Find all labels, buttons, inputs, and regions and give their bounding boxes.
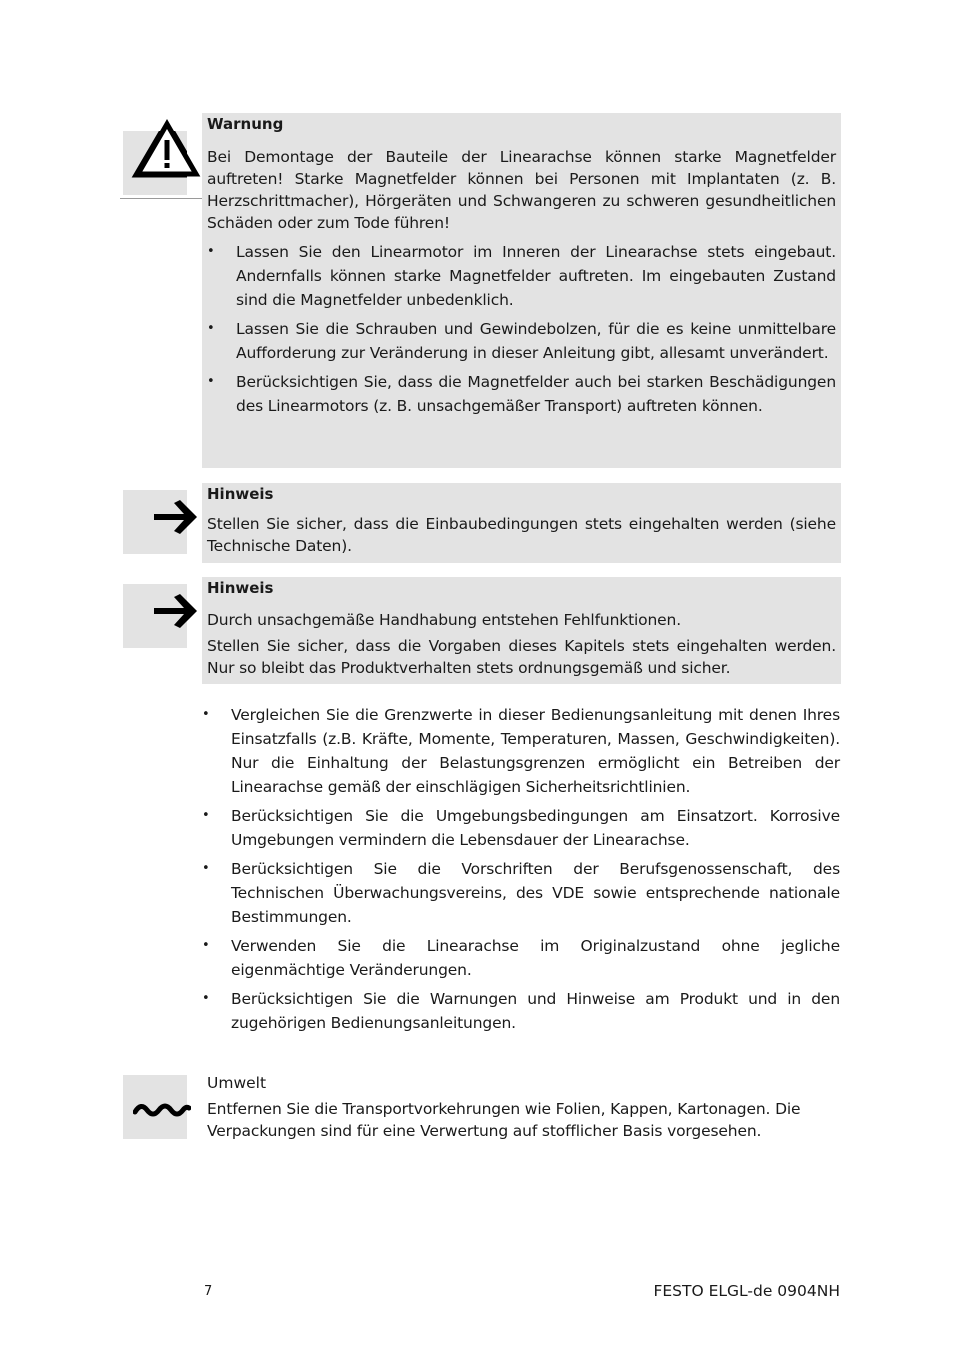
note2-line1: Durch unsachgemäße Handhabung entstehen Fehlfunktionen.	[207, 611, 681, 629]
main-list	[202, 703, 840, 1040]
note1-text: Stellen Sie sicher, dass die Einbaubedingungen stets eingehalten werden (siehe Technische Daten).	[207, 515, 836, 555]
list-item: • Verwenden Sie die Linearachse im Originalzustand ohne jegliche eigenmächtige Veränderungen.	[202, 934, 840, 982]
note2-line2: Stellen Sie sicher, dass die Vorgaben dieses Kapitels stets eingehalten werden. Nur so bleibt das Produktverhalten stets ordnungsgemäß und sicher.	[207, 637, 836, 677]
list-item: • Berücksichtigen Sie, dass die Magnetfelder auch bei starken Beschädigungen des Linearmotors (z. B. unsachgemäßer Transport) auftreten können.	[207, 370, 836, 418]
warning-divider	[120, 198, 202, 199]
warning-title: Warnung	[207, 115, 284, 133]
warning-list	[207, 240, 836, 418]
warning-panel	[202, 113, 841, 468]
environment-wave-icon	[133, 1100, 191, 1120]
list-item: • Berücksichtigen Sie die Vorschriften der Berufsgenossenschaft, des Technischen Überwachungsvereins, des VDE sowie entsprechende nationale Bestimmungen.	[202, 857, 840, 929]
list-item: • Berücksichtigen Sie die Umgebungsbedingungen am Einsatzort. Korrosive Umgebungen vermindern die Lebensdauer der Linearachse.	[202, 804, 840, 852]
environment-text: Entfernen Sie die Transportvorkehrungen wie Folien, Kappen, Kartonagen. Die Verpackungen sind für eine Verwertung auf stofflicher Basis vorgesehen.	[207, 1100, 801, 1140]
list-item: • Lassen Sie den Linearmotor im Inneren der Linearachse stets eingebaut. Andernfalls können starke Magnetfelder auftreten. Im eingebauten Zustand sind die Magnetfelder unbedenklich.	[207, 240, 836, 312]
note2-panel	[202, 577, 841, 684]
document-id: FESTO ELGL-de 0904NH	[653, 1282, 840, 1300]
list-item: • Berücksichtigen Sie die Warnungen und Hinweise am Produkt und in den zugehörigen Bedienungsanleitungen.	[202, 987, 840, 1035]
note2-title: Hinweis	[207, 579, 274, 597]
warning-intro: Bei Demontage der Bauteile der Linearachse können starke Magnetfelder auftreten! Starke Magnetfelder können bei Personen mit Implantaten (z. B. Herzschrittmacher), Hörgeräten und Schwangeren zu schweren gesundheitlichen Schäden oder zum Tode führen!	[207, 148, 836, 232]
environment-title: Umwelt	[207, 1074, 267, 1092]
page-number: 7	[204, 1284, 213, 1299]
arrow-right-icon	[150, 497, 200, 537]
note1-panel	[202, 483, 841, 563]
warning-triangle-icon	[123, 113, 203, 203]
note1-title: Hinweis	[207, 485, 274, 503]
arrow-right-icon	[150, 591, 200, 631]
list-item: • Lassen Sie die Schrauben und Gewindebolzen, für die es keine unmittelbare Aufforderung zur Veränderung in dieser Anleitung gibt, allesamt unverändert.	[207, 317, 836, 365]
list-item: • Vergleichen Sie die Grenzwerte in dieser Bedienungsanleitung mit denen Ihres Einsatzfalls (z.B. Kräfte, Momente, Temperaturen, Massen, Geschwindigkeiten). Nur die Einhaltung der Belastungsgrenzen ermöglicht ein Betreiben der Linearachse gemäß der einschlägigen Sicherheitsrichtlinien.	[202, 703, 840, 799]
